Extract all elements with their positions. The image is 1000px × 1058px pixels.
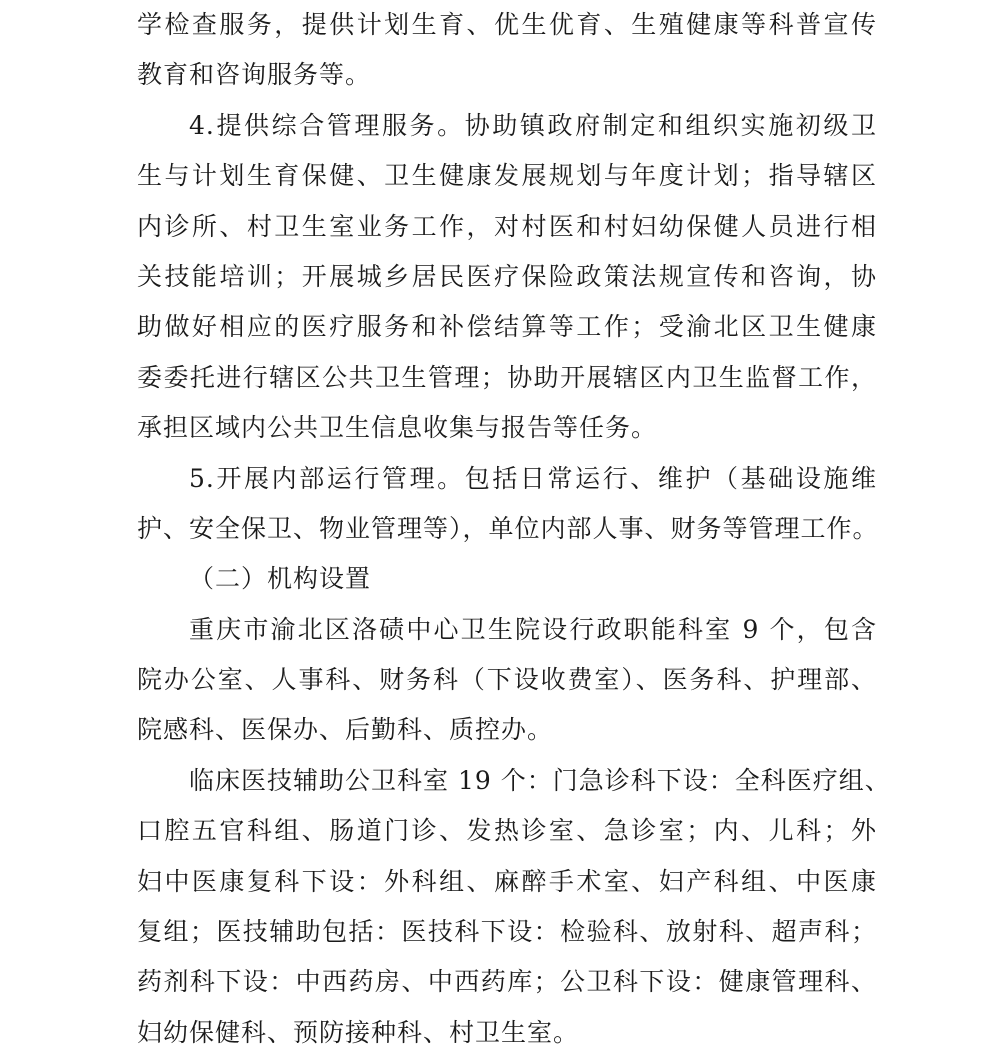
paragraph-5-title-line: 5.开展内部运行管理。包括日常运行、维护（基础设施维 [189, 463, 877, 493]
body-line: 妇幼保健科、预防接种科、村卫生室。 [137, 1017, 580, 1047]
body-line: 助做好相应的医疗服务和补偿结算等工作；受渝北区卫生健康 [137, 312, 877, 342]
body-line: 口腔五官科组、肠道门诊、发热诊室、急诊室；内、儿科；外 [137, 816, 877, 846]
body-line: 重庆市渝北区洛碛中心卫生院设行政职能科室 9 个，包含 [189, 614, 877, 644]
body-line: 复组；医技辅助包括：医技科下设：检验科、放射科、超声科； [137, 917, 877, 947]
body-line: 内诊所、村卫生室业务工作，对村医和村妇幼保健人员进行相 [137, 211, 877, 241]
section-heading: （二）机构设置 [189, 564, 372, 594]
body-line: 妇中医康复科下设：外科组、麻醉手术室、妇产科组、中医康 [137, 866, 877, 896]
body-line: 生与计划生育保健、卫生健康发展规划与年度计划；指导辖区 [137, 161, 877, 191]
body-line: 学检查服务，提供计划生育、优生优育、生殖健康等科普宣传 [137, 10, 877, 39]
document-body [137, 0, 891, 1058]
body-line: 院办公室、人事科、财务科（下设收费室）、医务科、护理部、 [137, 665, 877, 695]
body-line: 承担区域内公共卫生信息收集与报告等任务。 [137, 413, 658, 443]
paragraph-4-title-line: 4.提供综合管理服务。协助镇政府制定和组织实施初级卫 [189, 110, 877, 140]
body-line: 临床医技辅助公卫科室 19 个：门急诊科下设：全科医疗组、 [189, 765, 891, 795]
body-line: 院感科、医保办、后勤科、质控办。 [137, 715, 554, 745]
body-line: 关技能培训；开展城乡居民医疗保险政策法规宣传和咨询，协 [137, 261, 877, 291]
body-line: 委委托进行辖区公共卫生管理；协助开展辖区内卫生监督工作， [137, 362, 877, 392]
body-line: 教育和咨询服务等。 [137, 60, 372, 90]
body-line: 药剂科下设：中西药房、中西药库；公卫科下设：健康管理科、 [137, 967, 877, 997]
body-line: 护、安全保卫、物业管理等），单位内部人事、财务等管理工作。 [137, 513, 879, 543]
